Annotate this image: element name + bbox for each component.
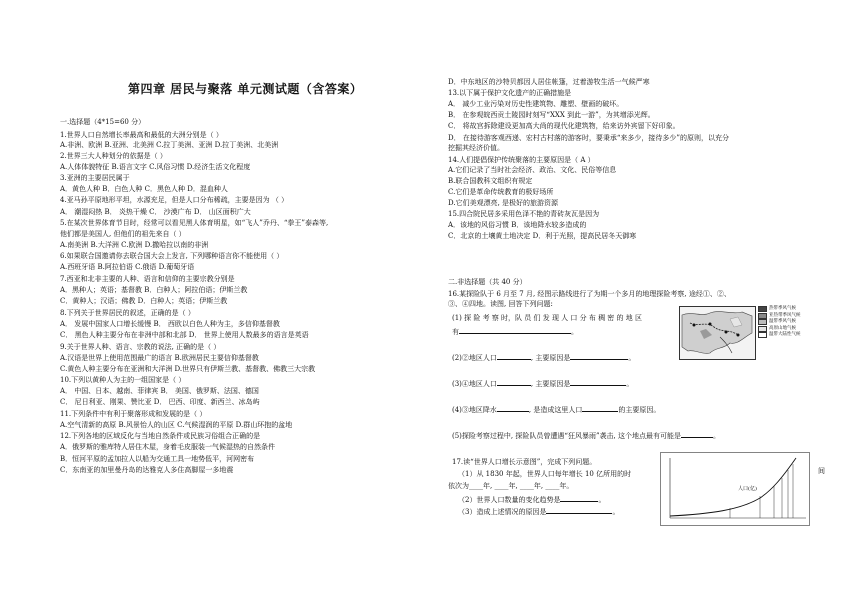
question-line: 5.在某次世界体育节目时，经常可以看见黑人体育明星，如“飞人”乔丹、“拳王”泰森等, [60, 219, 329, 227]
answer-blank[interactable] [497, 378, 531, 386]
question-line: 挖掘其经济价值。 [448, 144, 504, 152]
q16-part3: (3)④地区人口 , 主要原因是 。 [452, 380, 634, 388]
map-drawing [680, 307, 755, 359]
q16-intro-line-2: ③、④四地。读图, 回答下列问题: [448, 300, 553, 308]
question-line: 他们都是美国人, 但他们的祖先来自（ ） [60, 230, 186, 238]
answer-blank[interactable] [546, 506, 612, 514]
question-line: 1.世界人口自然增长率最高和最低的大洲分别是（ ） [60, 131, 223, 139]
q17-part1-line-1-tail: 间 [818, 467, 825, 475]
question-line: 13.以下属于保护文化遗产的正确措施是 [448, 89, 572, 97]
legend-item: 温带季风气候 [758, 319, 813, 326]
question-line: C． 尼日利亚、刚果、赞比亚 D． 巴西、印度、新西兰、冰岛屿 [60, 398, 260, 406]
question-line: 6.如果联合国邀请你去联合国大会上发言, 下列哪种语言你不能使用（ ） [60, 252, 284, 260]
question-line: 8.下列关于世界居民的叙述，正确的是（ ） [60, 309, 195, 317]
answer-blank[interactable] [497, 352, 531, 360]
question-line: A.空气清新的高原 B.风景怡人的山区 C.气候湿润的平原 D.群山环抱的盆地 [60, 421, 293, 429]
q17-part1-line-1: （1）从 1830 年起，世界人口每年增长 10 亿所用的时 [458, 470, 632, 478]
question-line: 15.四合院民居多采用色泽不艳的青砖灰瓦是因为 [448, 210, 600, 218]
question-line: C.黄色人种主要分布在亚洲和大洋洲 D.世界只有伊斯兰教、基督教、佛教三大宗教 [60, 365, 316, 373]
question-line: C.它们是革命传统教育的极好场所 [448, 188, 554, 196]
q17-part2: （2）世界人口数量的变化趋势是 。 [458, 496, 606, 504]
question-line: C．东南亚的加里曼丹岛的达雅克人多住高脚屋一多地震 [60, 466, 234, 474]
answer-blank[interactable] [582, 404, 618, 412]
question-line: 4.亚马孙平原地形平坦，水源充足，但是人口分布稀疏，主要是因为 （ ） [60, 196, 289, 204]
question-line: 11.下列条件中有利于聚落形成和发展的是（ ） [60, 410, 207, 418]
question-line: A.非洲、欧洲 B.亚洲、北美洲 C.拉丁美洲、亚洲 D.拉丁美洲、北美洲 [60, 141, 279, 149]
question-line: A．该地的风俗习惯 B．该地降水较多造成的 [448, 221, 587, 229]
question-line: C． 将故宫拆除建设更加高大尚的现代化建筑物，给来访外宾留下好印象。 [448, 122, 680, 130]
legend-item: 热带季风气候 [758, 306, 813, 313]
answer-blank[interactable] [570, 378, 626, 386]
q16-intro-line-1: 16.某探险队于 6 月至 7 月, 经图示路线进行了为期一个多月的地理探险考察, 途经①、②、 [448, 290, 731, 298]
q16-part5: (5)探险考察过程中, 探险队员曾遭遇“狂风暴雨”袭击, 这个地点最有可能是 。 [452, 432, 720, 440]
q17-intro: 17.读“世界人口增长示意图”，完成下列问题。 [452, 458, 597, 466]
question-line: A.南美洲 B.大洋洲 C.欧洲 D.撒哈拉以南的非洲 [60, 241, 209, 249]
question-line: A．俄罗斯的雅库特人居住木屋，身着毛皮服装一气候湿热的自然条件 [60, 443, 276, 451]
question-line: D.它们美观漂亮, 是极好的旅游资源 [448, 199, 559, 207]
question-line: C．黄种人；汉语；佛教 D．白种人；英语；伊斯兰教 [60, 297, 228, 305]
question-line: A.人体体貌特征 B.语言文字 C.风俗习惯 D.经济生活文化程度 [60, 163, 251, 171]
question-line: A． 发展中国家人口增长缓慢 B． 西欧以白色人种为主，多信仰基督教 [60, 320, 280, 328]
question-line: B． 在参观皖西贡土陵园时刻写“XXX 到此一游”，为其增添光辉。 [448, 111, 655, 119]
route-map-image [679, 306, 756, 360]
question-line: 14.人们提倡保护传统聚落的主要原因是（ A ） [448, 156, 595, 164]
legend-item: 高原山地气候 [758, 326, 813, 333]
question-line: C． 黑色人种主要分布在非洲中部和北部 D． 世界上使用人数最多的语言是英语 [60, 331, 309, 339]
question-line: A.它们记录了当时社会经济、政治、文化、民俗等信息 [448, 166, 617, 174]
question-line: 2.世界三大人种划分的依据是（ ） [60, 152, 167, 160]
answer-blank[interactable] [497, 404, 529, 412]
legend-item: 亚热带季风气候 [758, 313, 813, 320]
q16-part2: (2)②地区人口 , 主要原因是 。 [452, 354, 636, 362]
question-line: A.汉语是世界上使用范围最广的语言 B.欧洲居民主要信仰基督教 [60, 354, 259, 362]
question-line: 7.西亚和北非主要的人种、语言和信仰的主要宗教分别是 [60, 275, 235, 283]
q17-part3: （3）造成上述情况的原因是 。 [458, 508, 620, 516]
question-line: 3.亚洲的主要居民属于 [60, 174, 130, 182]
answer-blank[interactable] [681, 430, 713, 438]
map-legend [758, 306, 813, 339]
question-line: 12.下列各地的区域反化与当地自然条件或民族习俗组合正确的是 [60, 432, 261, 440]
question-line: A．黄色人种 B．白色人种 C．黑色人种 D．混血种人 [60, 185, 228, 193]
legend-item: 温带大陆性气候 [758, 332, 813, 339]
question-line: B．恒河平原的孟加拉人以船为交通工具一地势低平，河网密布 [60, 455, 255, 463]
question-line: A.西班牙语 B.阿拉伯语 C.俄语 D.葡萄牙语 [60, 263, 195, 271]
section-heading: 二.非选择题（共 40 分） [448, 278, 527, 286]
q16-part1-line-2: 有 。 [452, 328, 578, 336]
population-growth-drawing [660, 452, 810, 526]
question-line: D． 在接待游客观西递、宏村古村落的游客时，要秉承“来多少，接待多少”的原则，以充分 [448, 134, 729, 142]
q16-part4: (4)③地区降水 , 是造成这里人口 的主要原因。 [452, 406, 661, 414]
question-line: 10.下列以黄种人为主的一组国家是（ ） [60, 376, 186, 384]
question-line: D．中东地区的沙特贝都因人居住帐篷，过着游牧生活一气候严寒 [448, 78, 650, 86]
answer-blank[interactable] [459, 326, 571, 334]
page-title: 第四章 居民与聚落 单元测试题（含答案） [128, 82, 363, 96]
question-line: 9.关于世界人种、语言、宗教的说法, 正确的是（ ） [60, 343, 221, 351]
question-line: 一.选择题（4*15=60 分） [60, 118, 146, 126]
question-line: C．北京的土壤黄土地决定 D．利于光照，提高民居冬天御寒 [448, 232, 637, 240]
question-line: A． 潮湿闷热 B． 炎热干燥 C． 沙漠广布 D． 山区面积广大 [60, 208, 251, 216]
question-line: A． 减少工业污染对历史性建筑物、雕塑、壁画的破坏。 [448, 100, 624, 108]
question-line: B.联合国教科文组织有规定 [448, 177, 533, 185]
question-line: A． 中国、日本、越南、菲律宾 B． 美国、俄罗斯、法国、德国 [60, 387, 259, 395]
answer-blank[interactable] [560, 494, 598, 502]
population-growth-figure [660, 452, 810, 526]
chart-label: 人口(亿) [738, 486, 757, 492]
question-line: A．黑种人；英语；基督教 B．白种人；阿拉伯语；伊斯兰教 [60, 286, 248, 294]
q17-part1-line-2: 依次为____年, ____年, ____年, ____年。 [448, 482, 574, 490]
q16-part1-line-1: (1) 探 险 考 察 时，队 员 们 发 现 人 口 分 布 稠 密 的 地 区 [452, 314, 642, 322]
answer-blank[interactable] [570, 352, 628, 360]
